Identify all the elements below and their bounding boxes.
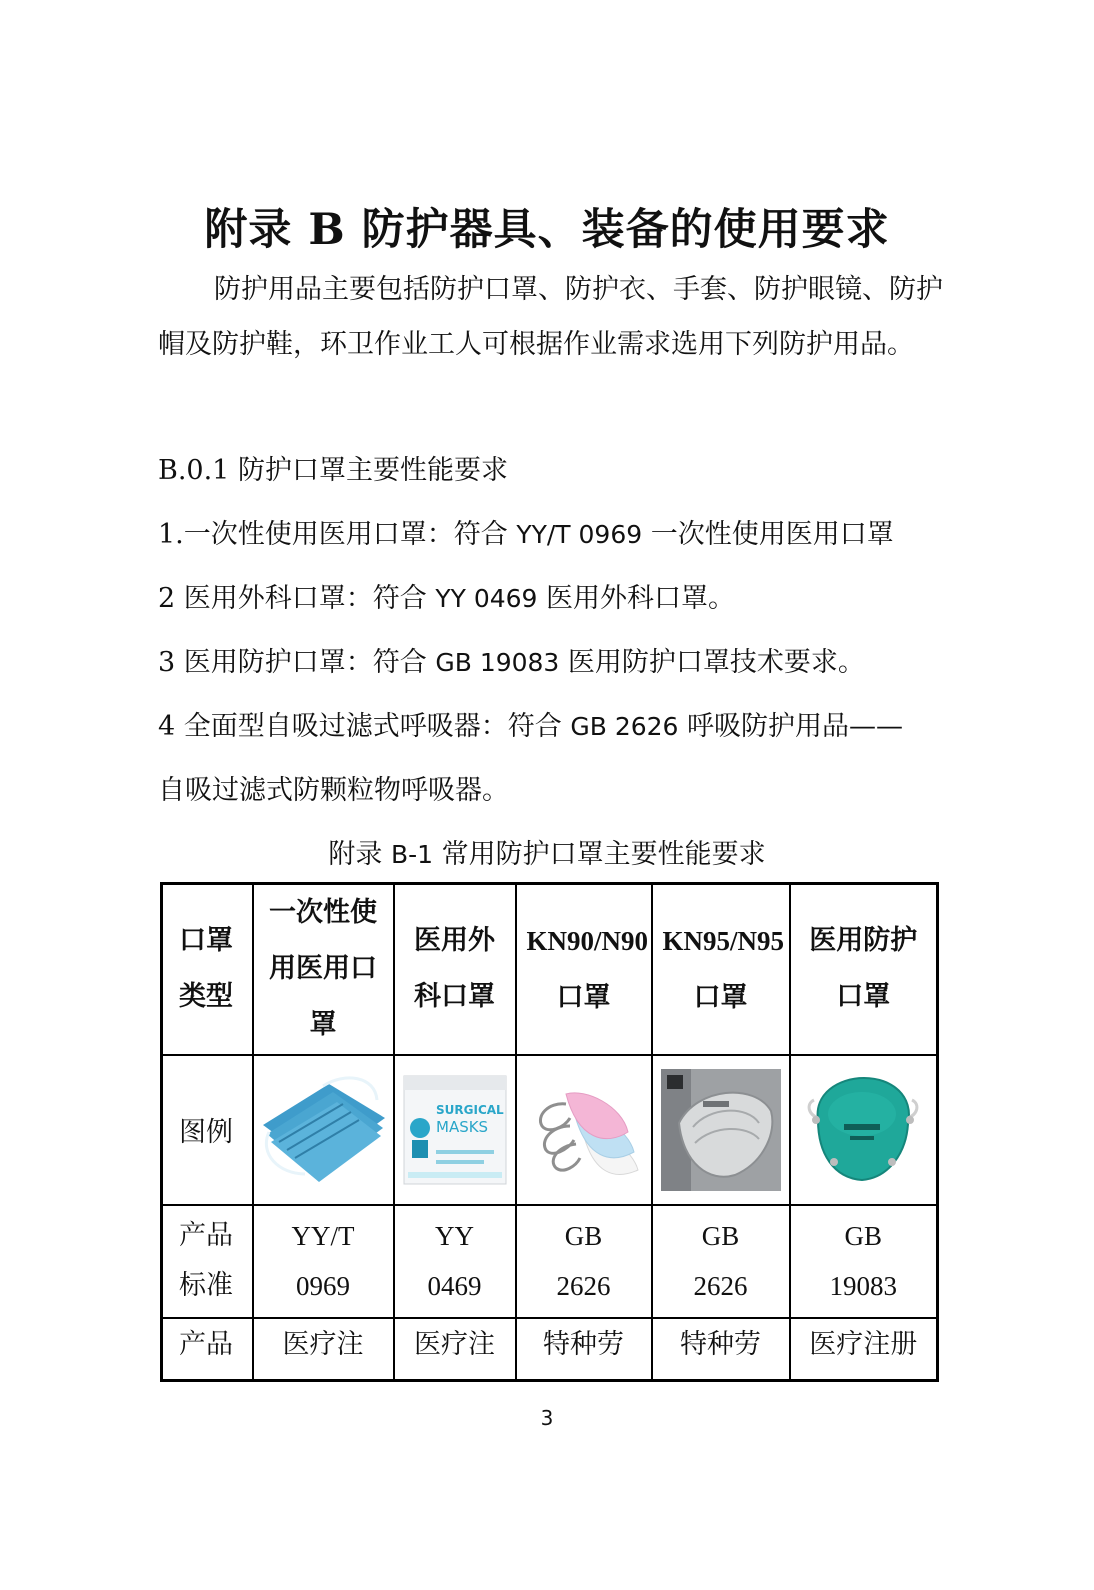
category-kn90-mask: 特种劳 <box>516 1318 652 1381</box>
header-kn90-mask: KN90/N90 口罩 <box>516 884 652 1055</box>
kn90-mask-image <box>516 1055 652 1205</box>
svg-text:SURGICAL: SURGICAL <box>435 1102 504 1117</box>
surgical-mask-package-icon <box>400 1070 510 1190</box>
row-label-category: 产品 <box>162 1318 253 1381</box>
table-row-standard <box>162 1205 938 1318</box>
requirement-item-3: 3 医用防护口罩：符合 GB 19083 医用防护口罩技术要求。 <box>158 647 865 678</box>
intro-paragraph: 防护用品主要包括防护口罩、防护衣、手套、防护眼镜、防护帽及防护鞋，环卫作业工人可根据作业需求选用下列防护用品。 <box>158 274 943 360</box>
category-surgical-mask: 医疗注 <box>394 1318 516 1381</box>
kn95-mask-icon <box>659 1067 783 1193</box>
row-label-type: 口罩类型 <box>162 884 253 1055</box>
page-title: 附录 B 防护器具、装备的使用要求 <box>204 205 890 255</box>
requirement-item-1: 1.一次性使用医用口罩：符合 YY/T 0969 一次性使用医用口罩 <box>158 519 894 550</box>
table-caption: 附录 B-1 常用防护口罩主要性能要求 <box>328 839 766 870</box>
header-medical-protective-mask: 医用防护口罩 <box>790 884 938 1055</box>
disposable-mask-image <box>253 1055 394 1205</box>
requirement-item-2: 2 医用外科口罩：符合 YY 0469 医用外科口罩。 <box>158 583 736 614</box>
standard-kn95-mask: GB 2626 <box>652 1205 790 1318</box>
row-label-standard: 产品标准 <box>162 1205 253 1318</box>
page-number: 3 <box>540 1406 554 1430</box>
table-row-category <box>162 1318 938 1381</box>
disposable-mask-icon <box>259 1070 387 1190</box>
category-disposable-mask: 医疗注 <box>253 1318 394 1381</box>
kn95-mask-image <box>652 1055 790 1205</box>
svg-text:MASKS: MASKS <box>435 1117 488 1136</box>
surgical-mask-package-image <box>394 1055 516 1205</box>
header-kn95-mask: KN95/N95 口罩 <box>652 884 790 1055</box>
header-surgical-mask: 医用外科口罩 <box>394 884 516 1055</box>
standard-surgical-mask: YY 0469 <box>394 1205 516 1318</box>
medical-protective-mask-image <box>790 1055 938 1205</box>
row-label-image: 图例 <box>162 1055 253 1205</box>
standard-kn90-mask: GB 2626 <box>516 1205 652 1318</box>
section-heading: B.0.1 防护口罩主要性能要求 <box>158 455 508 486</box>
medical-protective-mask-icon <box>804 1074 922 1186</box>
kn90-mask-icon <box>520 1070 648 1190</box>
category-kn95-mask: 特种劳 <box>652 1318 790 1381</box>
category-medical-protective-mask: 医疗注册 <box>790 1318 938 1381</box>
table-row-image <box>162 1055 938 1205</box>
standard-disposable-mask: YY/T 0969 <box>253 1205 394 1318</box>
header-disposable-mask: 一次性使用医用口罩 <box>253 884 394 1055</box>
requirement-item-4: 4 全面型自吸过滤式呼吸器：符合 GB 2626 呼吸防护用品—— <box>158 711 904 742</box>
standard-medical-protective-mask: GB 19083 <box>790 1205 938 1318</box>
table-row-type <box>162 884 938 1055</box>
mask-requirements-table <box>160 882 939 1382</box>
requirement-item-4-continued: 自吸过滤式防颗粒物呼吸器。 <box>158 775 509 806</box>
